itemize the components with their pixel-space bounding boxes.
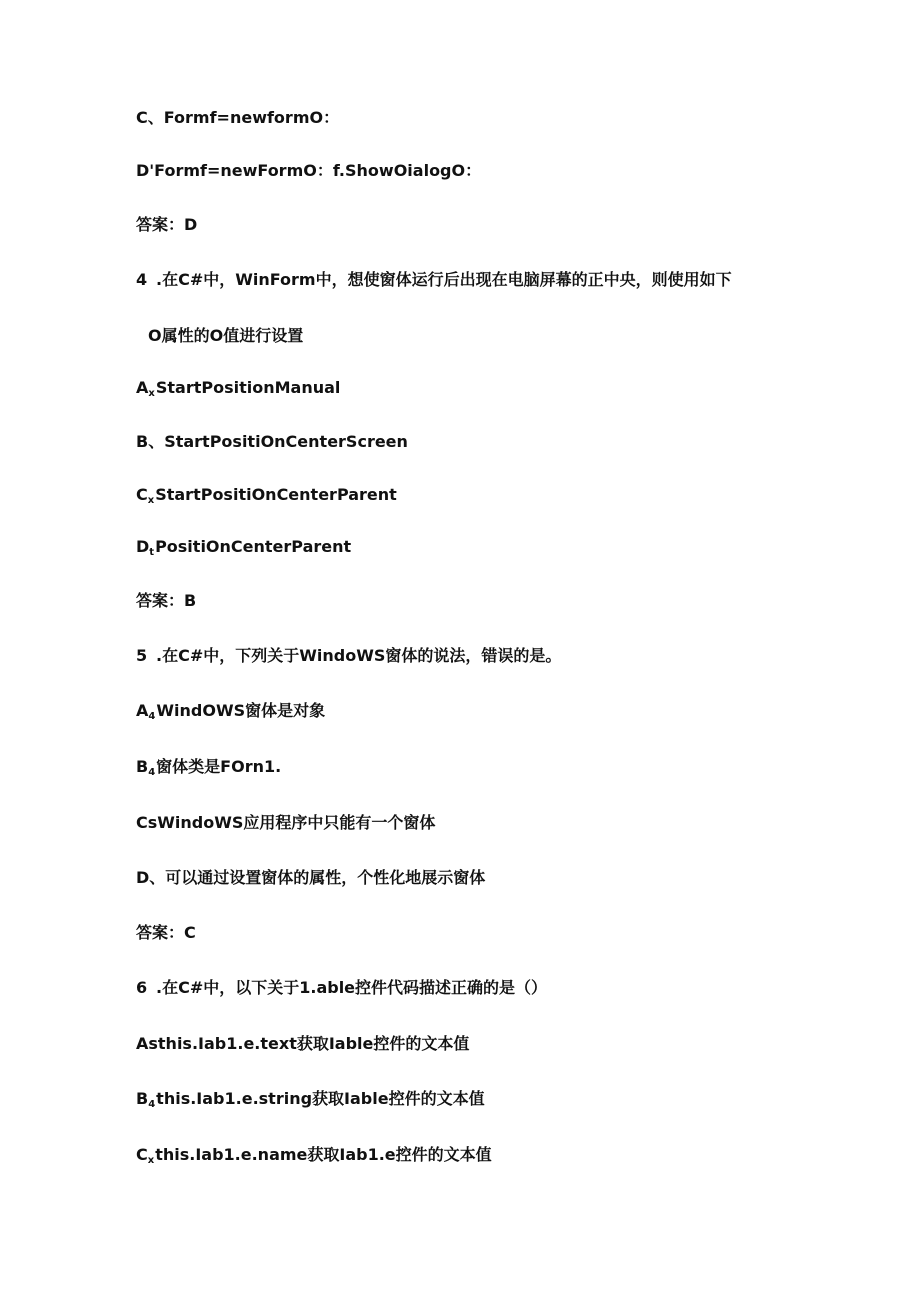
question-4 [136,270,732,290]
option-letter: B [136,1089,149,1108]
question-4-continuation [148,326,303,346]
option-b-line [136,1089,485,1115]
option-d-line [136,868,485,888]
question-text: .在C#中，下列关于WindoWS窗体的说法，错误的是。 [156,646,562,665]
option-d-line [136,161,481,181]
option-text: 窗体类是FOrn1. [156,757,282,776]
question-number: 4 [136,270,148,289]
option-letter: D [136,537,150,556]
question-text: .在C#中，WinForm中，想使窗体运行后出现在电脑屏幕的正中央，则使用如下 [156,270,732,289]
question-text: .在C#中，以下关于1.able控件代码描述正确的是（） [156,978,548,997]
option-a-line [136,378,340,404]
option-letter: C [136,1145,148,1164]
option-a-line [136,1034,469,1054]
option-subscript: 4 [148,1099,156,1110]
question-6 [136,978,547,998]
option-subscript: x [147,495,155,506]
option-letter: B [136,757,149,776]
option-subscript: x [148,388,155,399]
option-b-line [136,757,281,783]
question-number: 6 [136,978,148,997]
answer-line [136,591,196,611]
option-subscript: t [149,547,155,558]
option-b-line [136,432,408,452]
option-text: B、StartPositiOnCenterScreen [136,432,408,451]
option-letter: A [136,701,149,720]
option-text: PositiOnCenterParent [155,537,352,556]
option-text: CsWindoWS应用程序中只能有一个窗体 [136,813,436,832]
option-d-line [136,537,351,563]
option-a-line [136,701,325,727]
option-text: this.Iab1.e.string获取Iable控件的文本值 [156,1089,485,1108]
option-subscript: 4 [148,711,156,722]
answer-text: 答案：C [136,923,196,942]
answer-line [136,923,196,943]
option-c-line [136,1145,492,1171]
line-text: C、Formf=newformO： [136,108,340,127]
option-subscript: x [147,1155,155,1166]
question-text: O属性的O值进行设置 [148,326,304,345]
option-letter: A [136,378,149,397]
option-text: StartPositionManual [155,378,341,397]
answer-text: 答案：D [136,215,198,234]
option-text: StartPositiOnCenterParent [155,485,397,504]
option-subscript: 4 [148,767,156,778]
option-c-line [136,813,435,833]
question-number: 5 [136,646,148,665]
line-text: D'Formf=newFormO：f.ShowOialogO： [136,161,482,180]
answer-text: 答案：B [136,591,197,610]
option-text: Asthis.Iab1.e.text获取Iable控件的文本值 [136,1034,470,1053]
option-text: D、可以通过设置窗体的属性，个性化地展示窗体 [136,868,486,887]
option-c-line [136,485,397,511]
option-text: this.Iab1.e.name获取Iab1.e控件的文本值 [155,1145,492,1164]
option-c-line [136,108,339,128]
question-5 [136,646,561,666]
answer-line [136,215,197,235]
option-text: WindOWS窗体是对象 [156,701,326,720]
option-letter: C [136,485,148,504]
